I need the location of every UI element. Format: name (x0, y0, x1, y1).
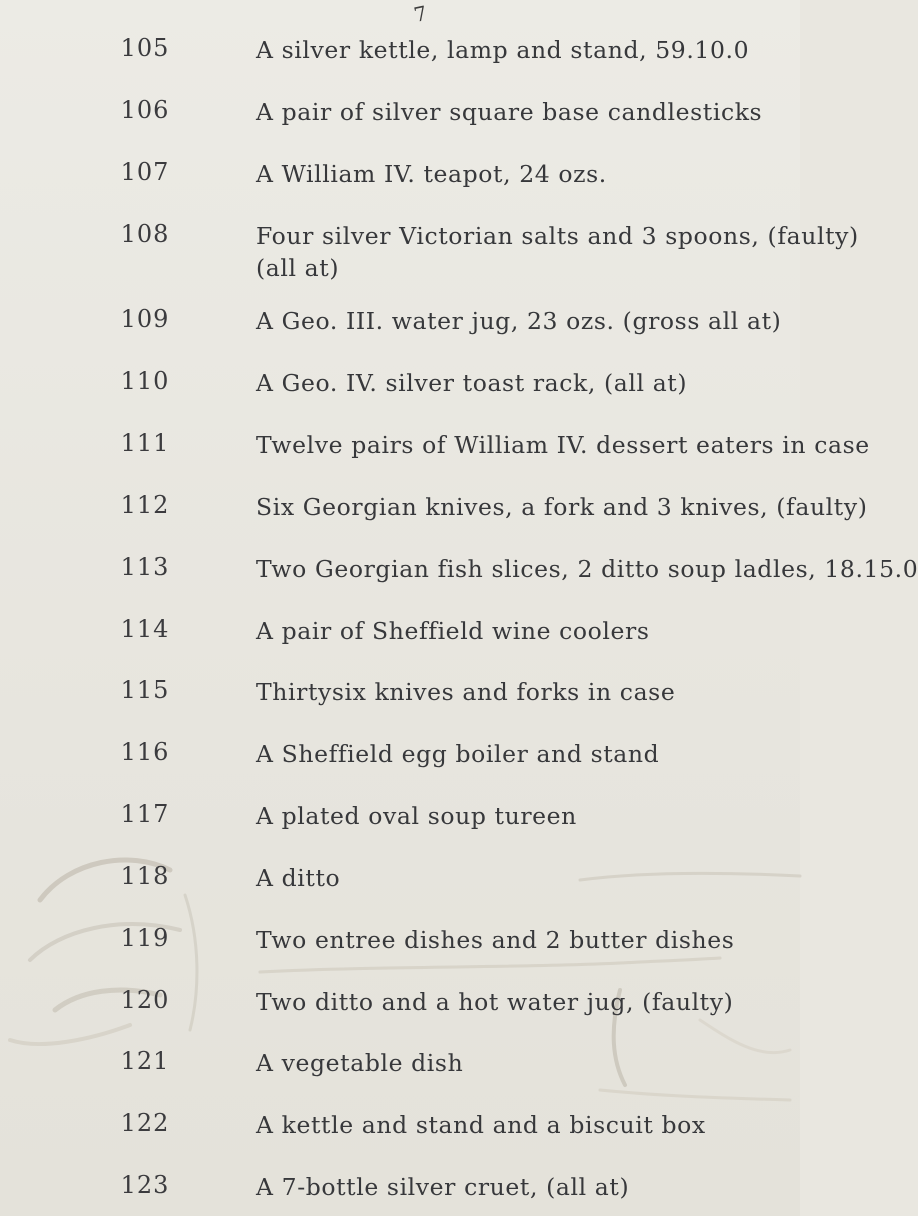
lot-description-line: A silver kettle, lamp and stand, 59.10.0 (256, 36, 750, 64)
lot-number: 110 (120, 367, 170, 395)
lot-description (256, 1047, 786, 1079)
lot-description (256, 553, 918, 585)
lot-description-line: A kettle and stand and a biscuit box (256, 1111, 706, 1139)
lot-description-line: A 7-bottle silver cruet, (all at) (256, 1173, 630, 1201)
lot-description (256, 862, 786, 894)
lot-description-line: Two ditto and a hot water jug, (faulty) (256, 988, 734, 1016)
lot-description (256, 305, 786, 337)
lot-description (256, 738, 786, 770)
lot-description (256, 96, 786, 128)
lot-description-line: A Geo. III. water jug, 23 ozs. (gross all at) (256, 307, 782, 335)
lot-number: 122 (120, 1109, 170, 1137)
lot-number: 116 (120, 738, 170, 766)
lot-description (256, 158, 786, 190)
lot-description-line: A pair of Sheffield wine coolers (256, 617, 650, 645)
lot-number: 105 (120, 34, 170, 62)
lot-description-line: A plated oval soup tureen (256, 802, 577, 830)
lot-number: 112 (120, 491, 170, 519)
lot-number: 118 (120, 862, 170, 890)
lot-description-line: Six Georgian knives, a fork and 3 knives, (faulty) (256, 493, 868, 521)
lot-number: 121 (120, 1047, 170, 1075)
page-number: 7 (411, 0, 430, 28)
lot-number: 107 (120, 158, 170, 186)
lot-number: 108 (120, 220, 170, 248)
lot-description (256, 491, 868, 523)
lot-description-line: A ditto (256, 864, 341, 892)
lot-description-line: A pair of silver square base candlesticks (256, 98, 763, 126)
lot-number: 123 (120, 1171, 170, 1199)
lot-description (256, 220, 859, 284)
lot-description-line: Thirtysix knives and forks in case (256, 678, 676, 706)
lot-number: 117 (120, 800, 170, 828)
lot-number: 111 (120, 429, 170, 457)
lot-description (256, 676, 786, 708)
lot-description-line: Two Georgian fish slices, 2 ditto soup ladles, 18.15.0 (256, 555, 918, 583)
lot-number: 113 (120, 553, 170, 581)
lot-number: 119 (120, 924, 170, 952)
lot-description-line: Four silver Victorian salts and 3 spoons, (faulty) (256, 222, 859, 250)
lot-description (256, 34, 786, 66)
lot-description-line: A vegetable dish (256, 1049, 464, 1077)
lot-number: 114 (120, 615, 170, 643)
lot-number: 106 (120, 96, 170, 124)
lot-description (256, 986, 786, 1018)
lot-description (256, 1109, 786, 1141)
lot-number: 115 (120, 676, 170, 704)
lot-description-line: Twelve pairs of William IV. dessert eaters in case (256, 431, 870, 459)
lot-description (256, 615, 786, 647)
lot-number: 120 (120, 986, 170, 1014)
lot-description (256, 1171, 786, 1203)
lot-description (256, 367, 786, 399)
lot-description-line: (all at) (256, 254, 340, 282)
lot-description (256, 924, 786, 956)
lot-description-line: A William IV. teapot, 24 ozs. (256, 160, 607, 188)
lot-description-line: A Sheffield egg boiler and stand (256, 740, 660, 768)
lot-description-line: A Geo. IV. silver toast rack, (all at) (256, 369, 688, 397)
lot-description (256, 800, 786, 832)
lot-description-line: Two entree dishes and 2 butter dishes (256, 926, 735, 954)
lot-description (256, 429, 870, 461)
lot-number: 109 (120, 305, 170, 333)
